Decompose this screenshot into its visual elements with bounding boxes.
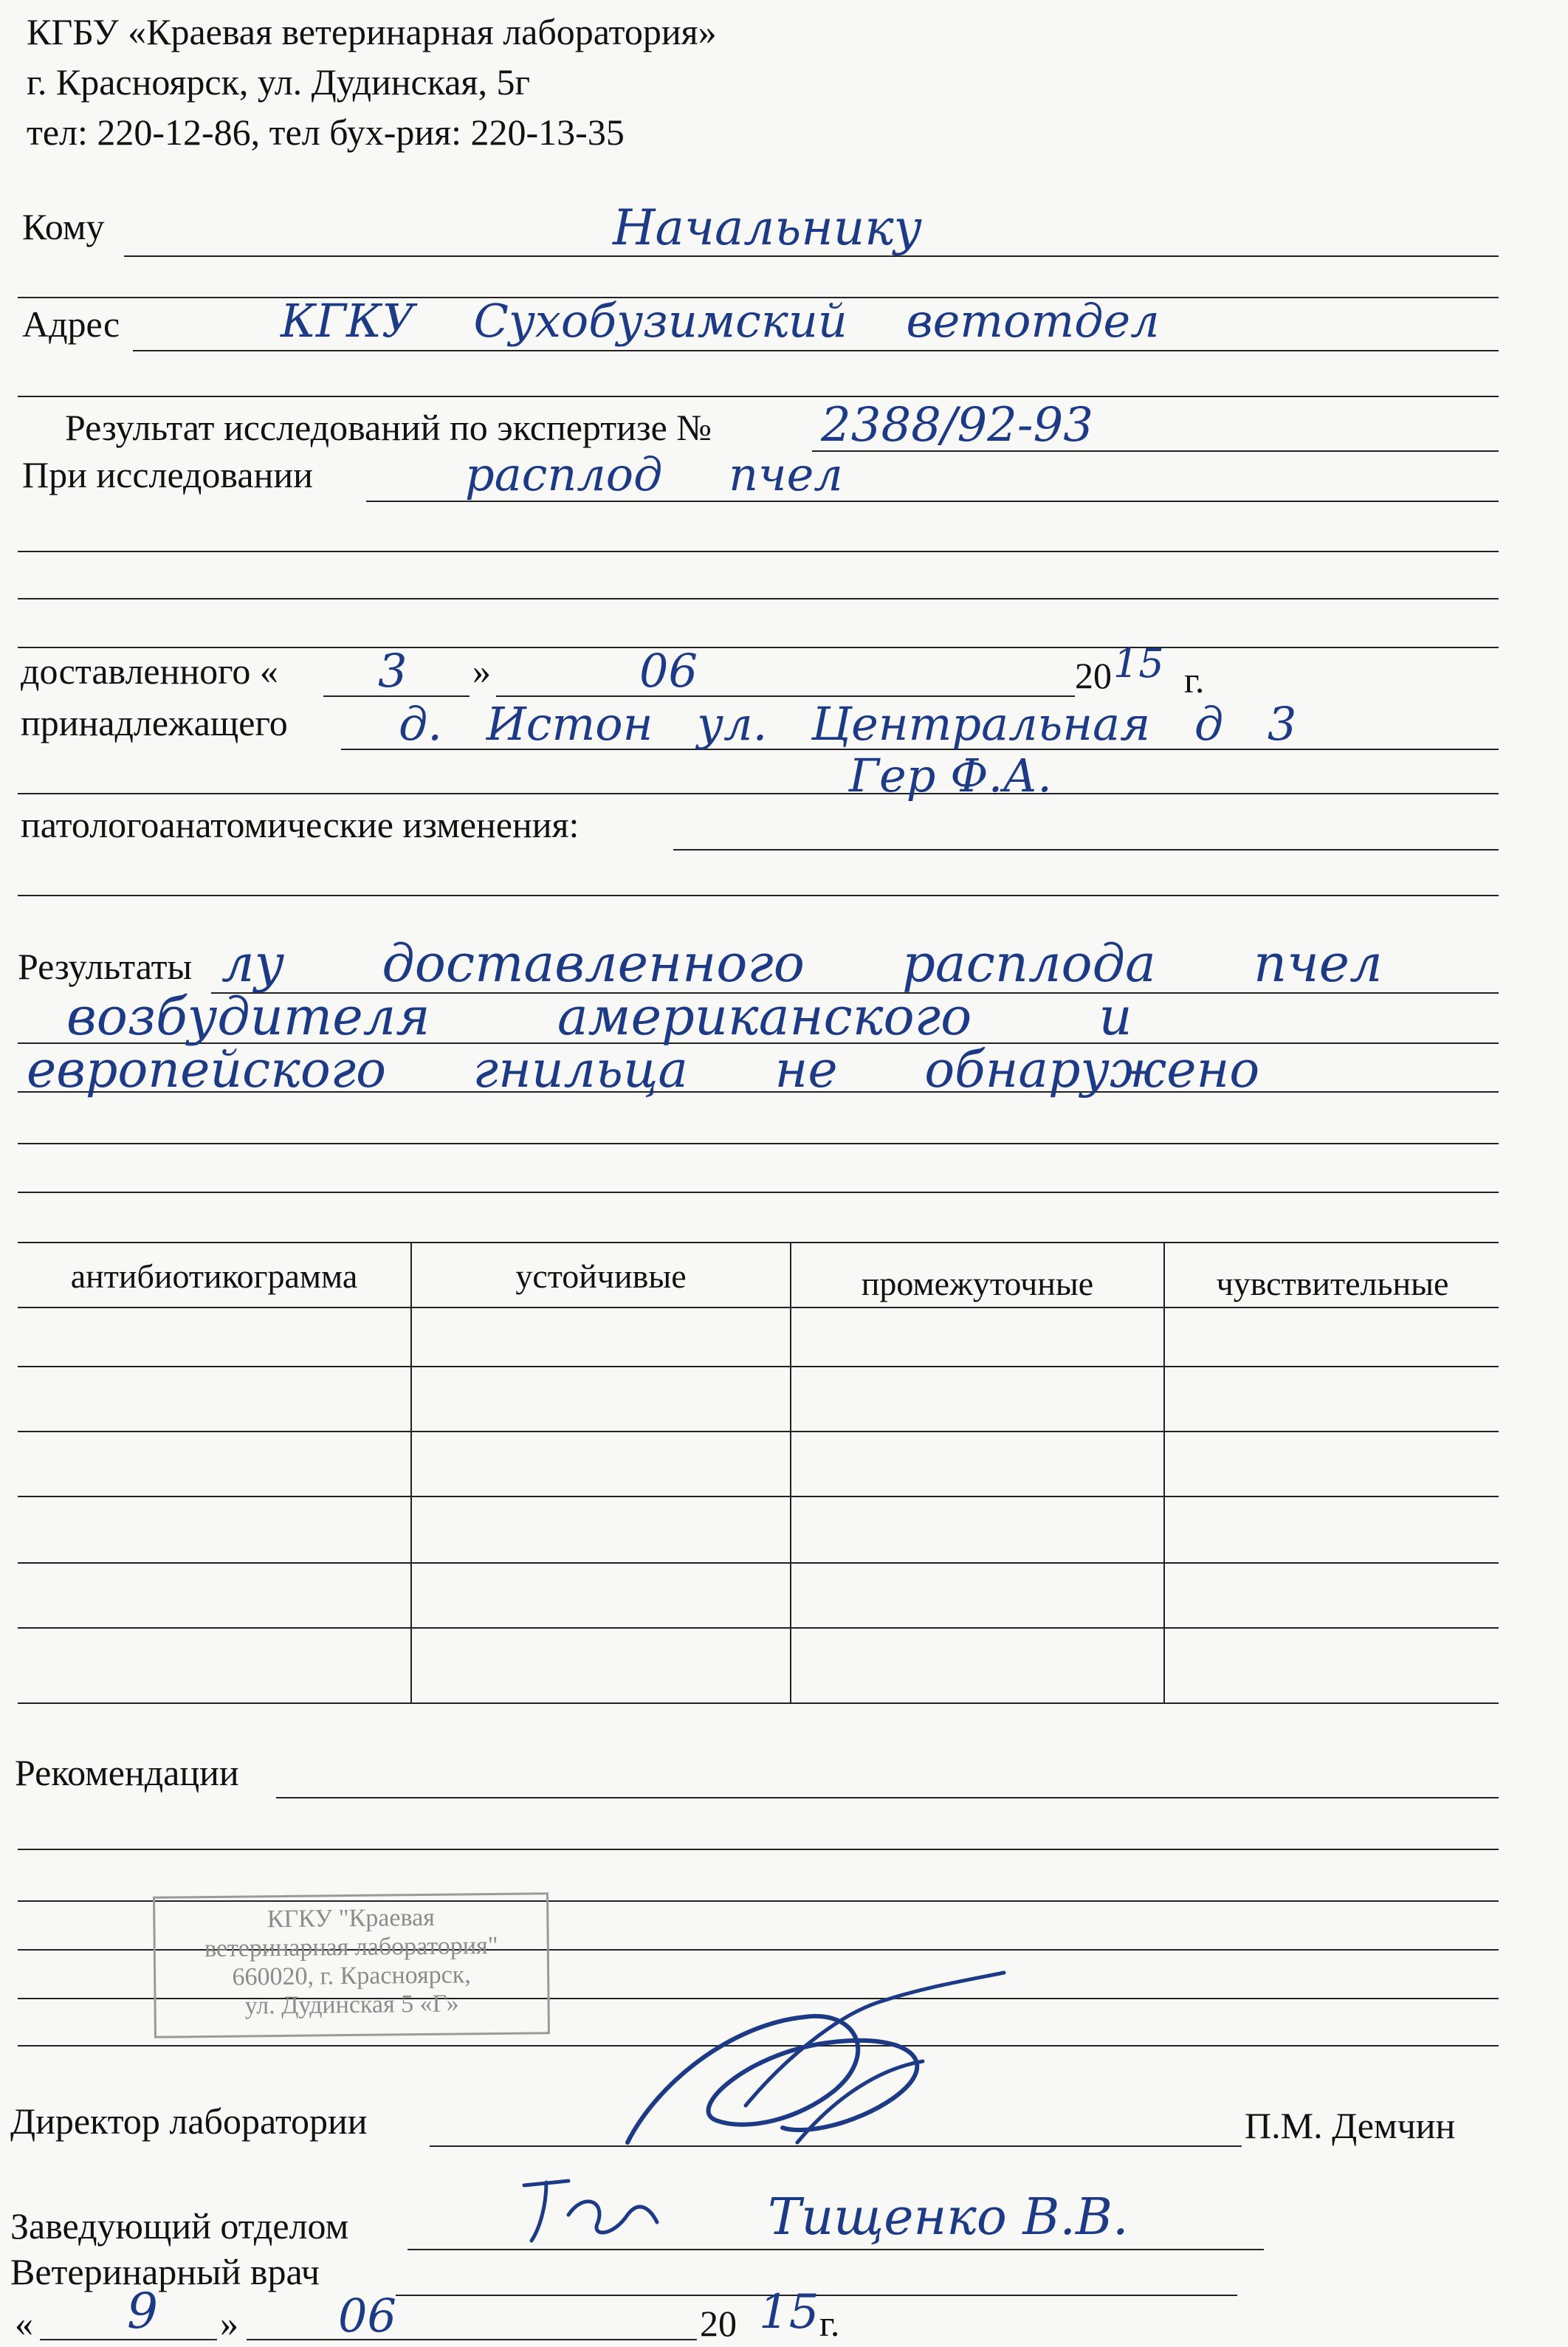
table-col-line [1163,1242,1165,1704]
lab-stamp [153,1892,550,2038]
blank-line [18,895,1499,896]
study-value: расплод пчел [465,447,843,501]
blank-line [18,598,1499,599]
date-year-prefix: 20 [700,2303,737,2344]
date-day: 9 [127,2283,158,2340]
to-label: Кому [22,206,105,247]
blank-line [18,647,1499,648]
blank-line [18,551,1499,552]
table-header-intermediate: промежуточные [861,1265,1094,1302]
table-header-resistant: устойчивые [515,1257,687,1295]
org-phones: тел: 220-12-86, тел бух-рия: 220-13-35 [27,111,625,153]
patho-label: патологоанатомические изменения: [21,804,580,845]
table-row-line [18,1702,1499,1704]
table-col-line [790,1242,791,1704]
results-line1: лу доставленного расплода пчел [221,933,1383,994]
result-line [812,450,1499,452]
delivered-year-suffix: 15 [1113,640,1164,687]
stamp-line: ул. Дудинская 5 «Г» [244,1990,459,2020]
results-label: Результаты [18,946,193,987]
blank-line [18,1849,1499,1850]
table-row-line [18,1431,1499,1432]
result-number: 2388/92-93 [821,398,1093,453]
delivered-quote: » [472,650,491,692]
results-line3: европейского гнильца не обнаружено [27,1041,1260,1099]
director-signature [613,1973,1026,2165]
owner-label: принадлежащего [21,702,288,743]
table-top-line [18,1242,1499,1243]
table-row-line [18,1496,1499,1497]
owner-line1: д. Истон ул. Центральная д 3 [399,697,1297,751]
date-close: » [220,2303,238,2344]
stamp-line: ветеринарная лаборатория" [204,1932,498,1963]
table-header-antibiotic: антибиотикограмма [70,1257,358,1295]
address-line [133,350,1499,351]
director-name: П.М. Демчин [1245,2105,1456,2146]
table-col-line [410,1242,412,1704]
address-value: КГКУ Сухобузимский ветотдел [281,294,1160,348]
director-label: Директор лаборатории [10,2100,368,2142]
date-month: 06 [338,2289,396,2343]
study-label: При исследовании [22,454,313,495]
date-month-line [247,2339,697,2340]
table-row-line [18,1562,1499,1564]
recommendations-line [276,1797,1499,1798]
table-row-line [18,1366,1499,1367]
date-year-suffix: 15 [759,2285,819,2340]
results-line2: возбудителя американского и [66,986,1132,1047]
delivered-label: доставленного « [21,650,278,692]
blank-line [18,1192,1499,1193]
table-header-sensitive: чувствительные [1216,1265,1449,1302]
owner-line2: Гер Ф.А. [849,749,1052,803]
delivered-year-g: г. [1184,659,1205,701]
date-open: « [15,2303,33,2344]
org-address: г. Красноярск, ул. Дудинская, 5г [27,61,530,103]
address-label: Адрес [22,303,120,345]
delivered-year-prefix: 20 [1075,655,1112,696]
stamp-line: КГКУ "Краевая [267,1903,436,1934]
vet-label: Ветеринарный врач [10,2251,320,2292]
head-label: Заведующий отделом [10,2205,349,2247]
delivered-day: 3 [378,644,408,698]
table-row-line [18,1307,1499,1308]
head-signature [517,2171,664,2252]
stamp-line: 660020, г. Красноярск, [232,1961,471,1991]
blank-line [18,396,1499,397]
blank-line [18,1143,1499,1144]
date-g: г. [819,2303,840,2344]
blank-line [18,793,1499,794]
patho-line [673,849,1499,851]
head-value: Тищенко В.В. [768,2188,1129,2247]
result-label: Результат исследований по экспертизе № [65,407,712,448]
delivered-month: 06 [639,644,698,698]
to-value: Начальнику [613,199,922,256]
table-row-line [18,1627,1499,1629]
recommendations-label: Рекомендации [15,1752,239,1793]
org-name: КГБУ «Краевая ветеринарная лаборатория» [27,11,717,52]
